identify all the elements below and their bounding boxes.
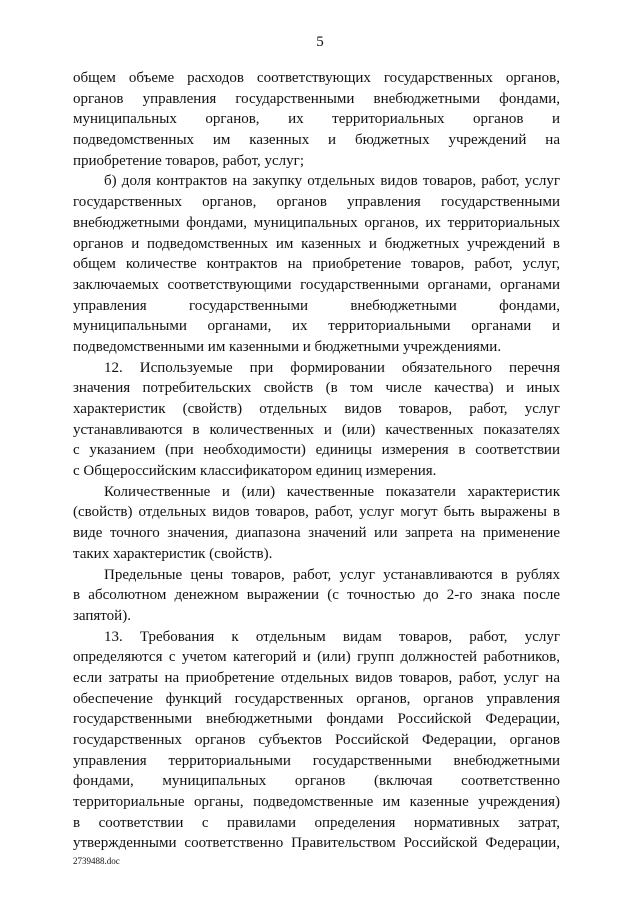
paragraph-line: утвержденными соответственно Правительством Российской Федерации, (73, 835, 560, 852)
paragraph-line: 12. Используемые при формировании обязательного перечня (104, 359, 560, 376)
paragraph-line: государственных органов субъектов Российской Федерации, органов (73, 732, 560, 748)
paragraph-line: определяются с учетом категорий и (или) групп должностей работников, (73, 649, 560, 666)
paragraph-line: в абсолютном денежном выражении (с точностью до 2-го знака после (73, 587, 560, 604)
paragraph-line: обеспечение функций государственных органов, органов управления (73, 690, 560, 707)
paragraph (73, 627, 560, 855)
paragraph-line: общем объеме расходов соответствующих государственных органов, (73, 70, 560, 86)
document-body (73, 68, 560, 854)
paragraph-line: (свойств) отдельных видов товаров, работ, услуг могут быть выражены в (73, 504, 560, 521)
page-number: 5 (316, 34, 324, 50)
paragraph-line: виде точного значения, диапазона значений или запрета на применение (73, 525, 560, 542)
paragraph-line: б) доля контрактов на закупку отдельных видов товаров, работ, услуг (104, 173, 560, 190)
paragraph-line: устанавливаются в количественных и (или) качественных показателях (73, 421, 560, 438)
paragraph-line: с Общероссийским классификатором единиц измерения. (73, 463, 437, 480)
paragraph-line: приобретение товаров, работ, услуг; (73, 152, 304, 169)
paragraph-line: Количественные и (или) качественные показатели характеристик (104, 483, 560, 500)
paragraph-line: фондами, муниципальных органов (включая соответственно (73, 773, 560, 790)
paragraph-line: управления территориальными государственными внебюджетными (73, 752, 560, 769)
paragraph-line: с указанием (при необходимости) единицы измерения в соответствии (73, 442, 560, 459)
document-file-code: 2739488.doc (73, 856, 120, 866)
paragraph (73, 358, 560, 482)
paragraph-line: если затраты на приобретение отдельных видов товаров, работ, услуг на (73, 669, 560, 686)
paragraph-line: таких характеристик (свойств). (73, 545, 273, 562)
paragraph (73, 171, 560, 357)
paragraph-line: органов и подведомственных им казенных и бюджетных учреждений в (73, 235, 560, 252)
paragraph (73, 482, 560, 565)
paragraph-line: значения потребительских свойств (в том числе качества) и иных (73, 380, 560, 397)
paragraph-line: государственными внебюджетными фондами Российской Федерации, (73, 711, 560, 728)
paragraph-line: органов управления государственными внебюджетными фондами, (73, 90, 560, 107)
paragraph-line: муниципальными органами, их территориальными органами и (73, 318, 560, 335)
paragraph (73, 565, 560, 627)
paragraph-line: управления государственными внебюджетными фондами, (73, 297, 560, 314)
paragraph-line: характеристик (свойств) отдельных видов товаров, работ, услуг (73, 401, 560, 417)
paragraph-line: запятой). (73, 607, 131, 624)
paragraph-line: подведомственными им казенными и бюджетными учреждениями. (73, 338, 502, 355)
paragraph-line: в соответствии с правилами определения нормативных затрат, (73, 814, 560, 831)
paragraph-line: заключаемых соответствующими государственными органами, органами (73, 276, 560, 293)
paragraph-line: Предельные цены товаров, работ, услуг устанавливаются в рублях (104, 566, 560, 583)
paragraph-line: муниципальных органов, их территориальных органов и (73, 111, 560, 128)
paragraph (73, 68, 560, 171)
paragraph-line: 13. Требования к отдельным видам товаров, работ, услуг (104, 628, 560, 645)
paragraph-line: общем количестве контрактов на приобретение товаров, работ, услуг, (73, 256, 560, 273)
paragraph-line: подведомственных им казенных и бюджетных учреждений на (73, 132, 560, 149)
paragraph-line: территориальные органы, подведомственные им казенные учреждения) (73, 794, 560, 811)
paragraph-line: внебюджетными фондами, муниципальных органов, их территориальных (73, 214, 560, 231)
paragraph-line: государственных органов, органов управления государственными (73, 194, 560, 211)
